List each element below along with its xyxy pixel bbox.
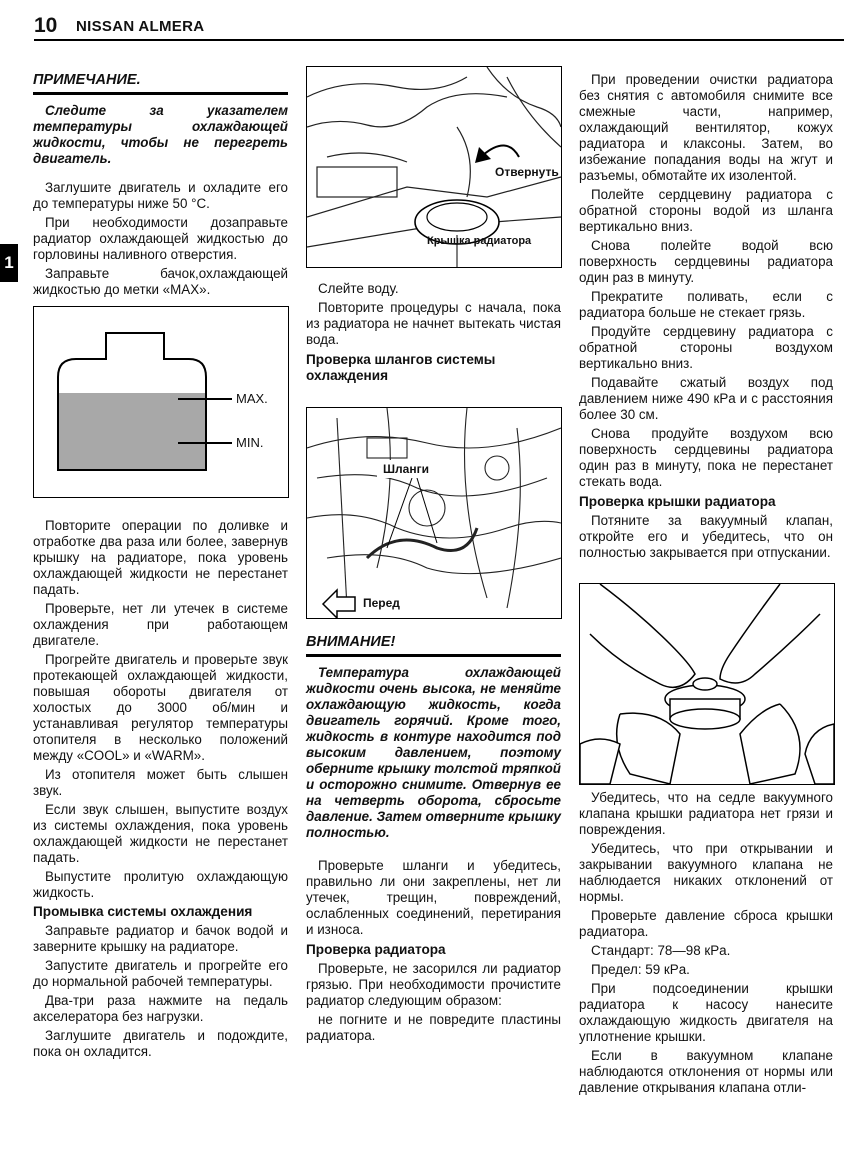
- paragraph: При подсоединении крышки радиатора к насосу нанесите охлаждающую жидкость двигателя на уплотнение крышки.: [579, 981, 833, 1044]
- paragraph: При проведении очистки радиатора без снятия с автомобиля снимите все смежные части, например, охлаждающий вентилятор, кожух радиатора и клаксоны. Затем, во избежание попадания воды на жгут и разъемы, обмотайте их изолентой.: [579, 72, 833, 183]
- paragraph: Снова полейте водой всю поверхность сердцевины радиатора один раз в минуту.: [579, 238, 833, 285]
- paragraph: Продуйте сердцевину радиатора с обратной стороны воздухом вертикально вниз.: [579, 324, 833, 371]
- min-label: MIN.: [236, 435, 264, 450]
- paragraph: Заправьте бачок,охлаждающей жидкостью до метки «MAX».: [33, 266, 288, 297]
- paragraph: Прогрейте двигатель и проверьте звук протекающей охлаждающей жидкости, повышая обороты двигателя от холостых до 3000 об/мин и устанавливая регулятор температуры отопителя в несколько положений между «COOL» и «WARM».: [33, 652, 288, 763]
- fluid-level: [58, 393, 206, 470]
- warning-title: ВНИМАНИЕ!: [306, 634, 396, 650]
- paragraph: Заглушите двигатель и подождите, пока он охладится.: [33, 1028, 288, 1059]
- section-heading: Проверка крышки радиатора: [579, 494, 776, 509]
- paragraph: Если звук слышен, выпустите воздух из системы охлаждения, пока уровень охлаждающей жидкости не перестанет падать.: [33, 802, 288, 865]
- column-3-bottom: [579, 790, 833, 1099]
- paragraph: Слейте воду.: [318, 281, 399, 296]
- front-arrow-icon: [323, 590, 355, 618]
- paragraph: Заправьте радиатор и бачок водой и заверните крышку на радиаторе.: [33, 923, 288, 954]
- warning-rule: [306, 654, 561, 657]
- page-header: [34, 14, 844, 40]
- paragraph: не погните и не повредите пластины радиатора.: [306, 1012, 561, 1043]
- section-heading: Промывка системы охлаждения: [33, 904, 253, 919]
- paragraph: Запустите двигатель и прогрейте его до нормальной рабочей температуры.: [33, 958, 288, 989]
- note-rule: [33, 92, 288, 95]
- column-1-top: [33, 72, 288, 301]
- column-2-bottom: [306, 634, 561, 1047]
- paragraph: Проверьте, нет ли утечек в системе охлаждения при работающем двигателе.: [33, 601, 288, 648]
- paragraph: Если в вакуумном клапане наблюдаются отклонения от нормы или давление открывания клапана отли-: [579, 1048, 833, 1095]
- max-label: MAX.: [236, 391, 268, 406]
- header-rule: [34, 39, 844, 41]
- column-2-top: [306, 281, 561, 387]
- paragraph: Проверьте, не засорился ли радиатор грязью. При необходимости прочистите радиатор следующим образом:: [306, 961, 561, 1008]
- paragraph: Выпустите пролитую охлаждающую жидкость.: [33, 869, 288, 900]
- page-number: 10: [34, 14, 58, 37]
- paragraph: Потяните за вакуумный клапан, откройте его и убедитесь, что он полностью закрывается при отпускании.: [579, 513, 833, 560]
- paragraph: Убедитесь, что на седле вакуумного клапана крышки радиатора нет грязи и повреждения.: [579, 790, 833, 837]
- section-heading: Проверка радиатора: [306, 942, 446, 957]
- paragraph: Повторите процедуры с начала, пока из радиатора не начнет вытекать чистая вода.: [306, 300, 561, 347]
- fig-label-unscrew: Отвернуть: [495, 165, 559, 179]
- paragraph: Прекратите поливать, если с радиатора больше не стекает грязь.: [579, 289, 833, 320]
- section-heading: Проверка шлангов системы охлаждения: [306, 352, 496, 383]
- fig-label-cap: Крышка радиатора: [427, 235, 532, 247]
- paragraph: При необходимости дозаправьте радиатор охлаждающей жидкостью до горловины наливного отверстия.: [33, 215, 288, 262]
- paragraph: Убедитесь, что при открывании и закрывании вакуумного клапана не наблюдается никаких отклонений от нормы.: [579, 841, 833, 904]
- chapter-tab: 1: [0, 244, 18, 282]
- paragraph: Полейте сердцевину радиатора с обратной стороны водой из шланга вертикально вниз.: [579, 187, 833, 234]
- hoses-figure: [306, 407, 562, 619]
- paragraph: Проверьте давление сброса крышки радиатора.: [579, 908, 833, 939]
- engine-bay-drawing: [307, 408, 561, 618]
- fig-label-front: Перед: [363, 596, 400, 610]
- reservoir-figure: [33, 306, 289, 498]
- warning-text: Температура охлаждающей жидкости очень высока, не меняйте охлаждающую жидкость, когда двигатель горячий. Кроме того, жидкость в контуре находится под высоким давлением, поэтому оберните крышку толстой тряпкой и осторожно снимите. Отвернув ее на четверть оборота, сбросьте давление. Затем отверните крышку полностью.: [306, 665, 561, 840]
- note-text: Следите за указателем температуры охлаждающей жидкости, чтобы не перегреть двигатель.: [33, 103, 288, 166]
- paragraph: Из отопителя может быть слышен звук.: [33, 767, 288, 798]
- note-title: ПРИМЕЧАНИЕ.: [33, 72, 141, 88]
- paragraph: Проверьте шланги и убедитесь, правильно ли они закреплены, нет ли утечек, трещин, повреждений, ослабленных соединений, перетирания и износа.: [306, 858, 561, 937]
- fig-label-hoses: Шланги: [383, 462, 429, 476]
- hands-cap-drawing: [580, 584, 834, 784]
- paragraph: Заглушите двигатель и охладите его до температуры ниже 50 °С.: [33, 180, 288, 211]
- running-title: NISSAN ALMERA: [76, 18, 205, 35]
- radiator-cap-figure: [306, 66, 562, 268]
- paragraph: Стандарт: 78—98 кPа.: [591, 943, 731, 958]
- paragraph: Снова продуйте воздухом всю поверхность сердцевины радиатора один раз в минуту, пока не перестанет стекать вода.: [579, 426, 833, 489]
- cap-test-figure: [579, 583, 835, 785]
- column-1-bottom: [33, 518, 288, 1063]
- column-3-top: [579, 72, 833, 564]
- paragraph: Предел: 59 кPа.: [591, 962, 690, 977]
- rotate-arrow-icon: [483, 145, 519, 157]
- paragraph: Подавайте сжатый воздух под давлением ниже 490 кPа и с расстояния более 30 см.: [579, 375, 833, 422]
- paragraph: Повторите операции по доливке и отработке два раза или более, завернув крышку на радиаторе, пока уровень охлаждающей жидкости не перестанет падать.: [33, 518, 288, 597]
- paragraph: Два-три раза нажмите на педаль акселератора без нагрузки.: [33, 993, 288, 1024]
